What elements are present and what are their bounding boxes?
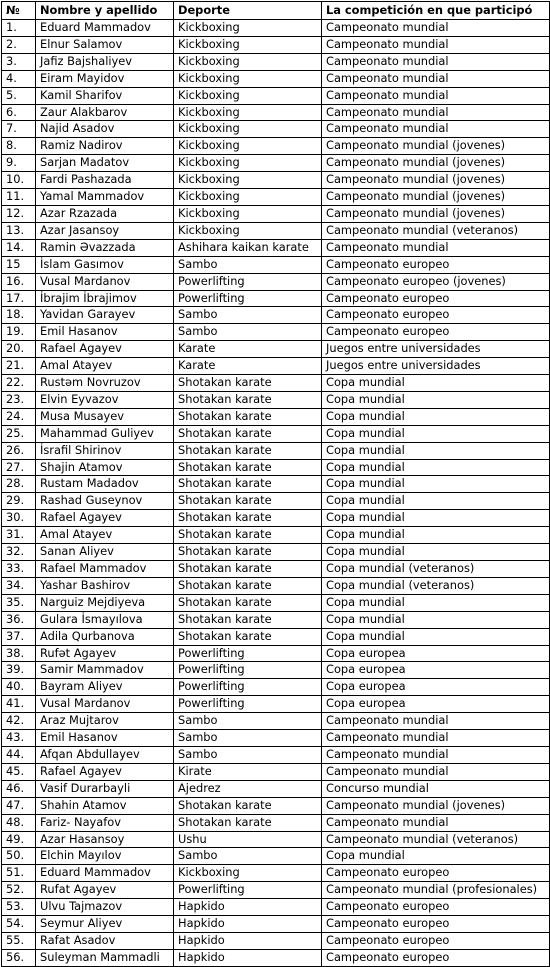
cell-competition: Campeonato mundial (322, 713, 550, 730)
cell-competition: Campeonato mundial (322, 730, 550, 747)
table-row (2, 814, 550, 831)
cell-competition: Copa mundial (322, 544, 550, 561)
cell-number: 13. (2, 222, 36, 239)
cell-number: 48. (2, 814, 36, 831)
cell-name: Yashar Bashirov (36, 577, 174, 594)
cell-number: 6. (2, 104, 36, 121)
table-row (2, 611, 550, 628)
table-row (2, 459, 550, 476)
cell-competition: Campeonato mundial (322, 20, 550, 37)
cell-sport: Shotakan karate (174, 611, 322, 628)
cell-number: 22. (2, 375, 36, 392)
cell-sport: Shotakan karate (174, 375, 322, 392)
table-row (2, 290, 550, 307)
cell-sport: Kickboxing (174, 104, 322, 121)
cell-competition: Campeonato europeo (322, 256, 550, 273)
cell-sport: Kickboxing (174, 865, 322, 882)
cell-number: 31. (2, 527, 36, 544)
cell-name: Yavidan Garayev (36, 307, 174, 324)
cell-sport: Shotakan karate (174, 391, 322, 408)
cell-name: İsrafil Shirinov (36, 442, 174, 459)
table-row (2, 375, 550, 392)
cell-sport: Kickboxing (174, 20, 322, 37)
table-row (2, 408, 550, 425)
cell-sport: Powerlifting (174, 645, 322, 662)
cell-competition: Copa mundial (322, 527, 550, 544)
cell-name: Azar Jasansoy (36, 222, 174, 239)
cell-competition: Campeonato mundial (jovenes) (322, 205, 550, 222)
cell-competition: Campeonato mundial (322, 763, 550, 780)
cell-sport: Karate (174, 341, 322, 358)
cell-name: Vasif Durarbayli (36, 780, 174, 797)
cell-name: Shahin Atamov (36, 797, 174, 814)
cell-name: Eduard Mammadov (36, 865, 174, 882)
cell-number: 20. (2, 341, 36, 358)
cell-competition: Campeonato mundial (322, 87, 550, 104)
cell-sport: Kickboxing (174, 53, 322, 70)
cell-competition: Copa europea (322, 696, 550, 713)
cell-number: 53. (2, 899, 36, 916)
table-row (2, 848, 550, 865)
cell-competition: Copa mundial (322, 493, 550, 510)
header-number: № (2, 2, 36, 20)
cell-sport: Kickboxing (174, 222, 322, 239)
cell-competition: Campeonato mundial (veteranos) (322, 222, 550, 239)
cell-competition: Copa europea (322, 679, 550, 696)
cell-name: Eduard Mammadov (36, 20, 174, 37)
cell-sport: Kickboxing (174, 87, 322, 104)
cell-name: Adila Qurbanova (36, 628, 174, 645)
cell-competition: Concurso mundial (322, 780, 550, 797)
cell-name: Vusal Mardanov (36, 273, 174, 290)
table-row (2, 645, 550, 662)
cell-number: 16. (2, 273, 36, 290)
cell-number: 21. (2, 358, 36, 375)
cell-sport: Kickboxing (174, 36, 322, 53)
cell-competition: Copa mundial (322, 476, 550, 493)
header-sport: Deporte (174, 2, 322, 20)
cell-name: Fariz- Nayafov (36, 814, 174, 831)
cell-number: 15 (2, 256, 36, 273)
cell-sport: Shotakan karate (174, 797, 322, 814)
table-row (2, 307, 550, 324)
cell-name: Rafat Asadov (36, 932, 174, 949)
cell-number: 38. (2, 645, 36, 662)
table-row (2, 53, 550, 70)
table-row (2, 341, 550, 358)
cell-sport: Kickboxing (174, 121, 322, 138)
table-row (2, 391, 550, 408)
cell-name: Musa Musayev (36, 408, 174, 425)
cell-sport: Shotakan karate (174, 425, 322, 442)
cell-name: Rafael Agayev (36, 510, 174, 527)
cell-competition: Campeonato mundial (322, 36, 550, 53)
cell-competition: Campeonato europeo (322, 932, 550, 949)
cell-sport: Kickboxing (174, 205, 322, 222)
cell-number: 34. (2, 577, 36, 594)
cell-sport: Sambo (174, 324, 322, 341)
cell-number: 36. (2, 611, 36, 628)
table-row (2, 189, 550, 206)
cell-number: 11. (2, 189, 36, 206)
table-row (2, 831, 550, 848)
cell-competition: Copa mundial (322, 391, 550, 408)
table-row (2, 256, 550, 273)
cell-number: 37. (2, 628, 36, 645)
athletes-table (1, 1, 550, 967)
table-row (2, 763, 550, 780)
cell-competition: Campeonato mundial (322, 121, 550, 138)
cell-competition: Copa mundial (veteranos) (322, 577, 550, 594)
table-row (2, 425, 550, 442)
cell-sport: Shotakan karate (174, 493, 322, 510)
table-row (2, 628, 550, 645)
table-row (2, 20, 550, 37)
cell-sport: Shotakan karate (174, 442, 322, 459)
cell-sport: Shotakan karate (174, 594, 322, 611)
cell-sport: Kickboxing (174, 189, 322, 206)
cell-sport: Shotakan karate (174, 459, 322, 476)
cell-sport: Shotakan karate (174, 408, 322, 425)
table-row (2, 916, 550, 933)
cell-number: 19. (2, 324, 36, 341)
table-row (2, 442, 550, 459)
cell-number: 47. (2, 797, 36, 814)
cell-number: 41. (2, 696, 36, 713)
cell-sport: Kirate (174, 763, 322, 780)
cell-name: Jafiz Bajshaliyev (36, 53, 174, 70)
table-row (2, 510, 550, 527)
cell-sport: Sambo (174, 307, 322, 324)
cell-name: Seymur Aliyev (36, 916, 174, 933)
cell-number: 17. (2, 290, 36, 307)
cell-number: 39. (2, 662, 36, 679)
cell-number: 14. (2, 239, 36, 256)
cell-competition: Copa mundial (322, 628, 550, 645)
cell-name: Fardi Pashazada (36, 172, 174, 189)
table-row (2, 865, 550, 882)
cell-sport: Powerlifting (174, 696, 322, 713)
cell-sport: Kickboxing (174, 138, 322, 155)
cell-sport: Ushu (174, 831, 322, 848)
cell-number: 9. (2, 155, 36, 172)
cell-number: 40. (2, 679, 36, 696)
table-row (2, 324, 550, 341)
table-row (2, 561, 550, 578)
table-row (2, 476, 550, 493)
cell-name: Ramin Əvazzada (36, 239, 174, 256)
table-row (2, 155, 550, 172)
cell-sport: Sambo (174, 256, 322, 273)
table-row (2, 679, 550, 696)
table-row (2, 358, 550, 375)
cell-sport: Powerlifting (174, 290, 322, 307)
table-row (2, 527, 550, 544)
cell-competition: Juegos entre universidades (322, 341, 550, 358)
cell-name: Amal Atayev (36, 527, 174, 544)
cell-name: Elvin Eyvazov (36, 391, 174, 408)
cell-name: Rafael Agayev (36, 341, 174, 358)
cell-sport: Sambo (174, 848, 322, 865)
cell-sport: Ashihara kaikan karate (174, 239, 322, 256)
cell-name: Shajin Atamov (36, 459, 174, 476)
cell-number: 4. (2, 70, 36, 87)
table-row (2, 544, 550, 561)
cell-sport: Powerlifting (174, 882, 322, 899)
cell-sport: Hapkido (174, 932, 322, 949)
cell-competition: Copa mundial (322, 594, 550, 611)
cell-sport: Shotakan karate (174, 814, 322, 831)
cell-name: Ramiz Nadirov (36, 138, 174, 155)
table-header (2, 2, 550, 20)
cell-number: 3. (2, 53, 36, 70)
cell-sport: Powerlifting (174, 679, 322, 696)
table-row (2, 713, 550, 730)
cell-number: 30. (2, 510, 36, 527)
table-row (2, 222, 550, 239)
cell-name: Rufət Agayev (36, 645, 174, 662)
cell-name: Rustam Madadov (36, 476, 174, 493)
cell-sport: Hapkido (174, 916, 322, 933)
cell-competition: Copa mundial (322, 442, 550, 459)
cell-competition: Campeonato mundial (jovenes) (322, 138, 550, 155)
cell-number: 12. (2, 205, 36, 222)
cell-sport: Kickboxing (174, 172, 322, 189)
table-row (2, 239, 550, 256)
table-row (2, 899, 550, 916)
table-row (2, 104, 550, 121)
cell-name: Najid Asadov (36, 121, 174, 138)
table-row (2, 577, 550, 594)
cell-name: Araz Mujtarov (36, 713, 174, 730)
cell-competition: Campeonato mundial (jovenes) (322, 189, 550, 206)
cell-sport: Powerlifting (174, 273, 322, 290)
cell-sport: Hapkido (174, 949, 322, 966)
cell-sport: Hapkido (174, 899, 322, 916)
cell-name: Narguiz Mejdiyeva (36, 594, 174, 611)
cell-number: 24. (2, 408, 36, 425)
cell-number: 50. (2, 848, 36, 865)
table-row (2, 87, 550, 104)
cell-name: Zaur Alakbarov (36, 104, 174, 121)
cell-competition: Copa europea (322, 662, 550, 679)
cell-number: 42. (2, 713, 36, 730)
cell-name: Eiram Mayidov (36, 70, 174, 87)
cell-competition: Campeonato europeo (322, 324, 550, 341)
table-row (2, 205, 550, 222)
cell-number: 29. (2, 493, 36, 510)
cell-number: 7. (2, 121, 36, 138)
cell-sport: Shotakan karate (174, 561, 322, 578)
cell-competition: Campeonato europeo (322, 290, 550, 307)
cell-name: Bayram Aliyev (36, 679, 174, 696)
cell-number: 56. (2, 949, 36, 966)
table-row (2, 662, 550, 679)
cell-sport: Shotakan karate (174, 527, 322, 544)
cell-competition: Campeonato europeo (322, 899, 550, 916)
header-competition: La competición en que participó (322, 2, 550, 20)
table-row (2, 797, 550, 814)
cell-number: 5. (2, 87, 36, 104)
cell-competition: Copa europea (322, 645, 550, 662)
header-name: Nombre y apellido (36, 2, 174, 20)
cell-number: 8. (2, 138, 36, 155)
cell-competition: Copa mundial (322, 848, 550, 865)
cell-sport: Shotakan karate (174, 544, 322, 561)
cell-number: 26. (2, 442, 36, 459)
cell-name: Rufat Agayev (36, 882, 174, 899)
cell-competition: Campeonato mundial (jovenes) (322, 172, 550, 189)
cell-competition: Campeonato mundial (322, 746, 550, 763)
cell-competition: Campeonato mundial (322, 239, 550, 256)
cell-competition: Campeonato europeo (322, 865, 550, 882)
table-row (2, 696, 550, 713)
cell-name: Sarjan Madatov (36, 155, 174, 172)
cell-name: Yamal Mammadov (36, 189, 174, 206)
cell-number: 45. (2, 763, 36, 780)
cell-competition: Copa mundial (322, 408, 550, 425)
table-row (2, 730, 550, 747)
cell-name: Afqan Abdullayev (36, 746, 174, 763)
cell-competition: Campeonato mundial (veteranos) (322, 831, 550, 848)
cell-sport: Sambo (174, 730, 322, 747)
cell-number: 49. (2, 831, 36, 848)
cell-number: 10. (2, 172, 36, 189)
cell-competition: Copa mundial (322, 425, 550, 442)
cell-competition: Campeonato europeo (322, 307, 550, 324)
table-row (2, 36, 550, 53)
cell-competition: Copa mundial (322, 611, 550, 628)
cell-name: Mahammad Guliyev (36, 425, 174, 442)
table-row (2, 932, 550, 949)
table-row (2, 493, 550, 510)
cell-competition: Campeonato europeo (322, 916, 550, 933)
cell-sport: Powerlifting (174, 662, 322, 679)
cell-number: 43. (2, 730, 36, 747)
table-row (2, 70, 550, 87)
cell-number: 27. (2, 459, 36, 476)
cell-competition: Campeonato mundial (322, 53, 550, 70)
cell-name: Amal Atayev (36, 358, 174, 375)
cell-name: Ulvu Tajmazov (36, 899, 174, 916)
table-row (2, 138, 550, 155)
cell-number: 25. (2, 425, 36, 442)
cell-number: 52. (2, 882, 36, 899)
cell-sport: Shotakan karate (174, 628, 322, 645)
table-row (2, 172, 550, 189)
cell-competition: Copa mundial (veteranos) (322, 561, 550, 578)
cell-name: Azar Rzazada (36, 205, 174, 222)
cell-number: 46. (2, 780, 36, 797)
table-row (2, 746, 550, 763)
table-body (2, 20, 550, 967)
cell-sport: Sambo (174, 746, 322, 763)
cell-sport: Kickboxing (174, 155, 322, 172)
cell-sport: Sambo (174, 713, 322, 730)
cell-name: İbrajim İbrajimov (36, 290, 174, 307)
cell-sport: Shotakan karate (174, 476, 322, 493)
cell-competition: Copa mundial (322, 459, 550, 476)
cell-number: 23. (2, 391, 36, 408)
cell-name: Elchin Mayılov (36, 848, 174, 865)
cell-name: Rafael Agayev (36, 763, 174, 780)
cell-name: Sanan Aliyev (36, 544, 174, 561)
cell-name: Samir Mammadov (36, 662, 174, 679)
cell-competition: Campeonato mundial (jovenes) (322, 155, 550, 172)
cell-name: Rashad Guseynov (36, 493, 174, 510)
cell-number: 2. (2, 36, 36, 53)
cell-number: 55. (2, 932, 36, 949)
cell-name: Rustəm Novruzov (36, 375, 174, 392)
cell-number: 51. (2, 865, 36, 882)
cell-competition: Campeonato europeo (jovenes) (322, 273, 550, 290)
cell-competition: Campeonato mundial (jovenes) (322, 797, 550, 814)
cell-number: 28. (2, 476, 36, 493)
table-row (2, 594, 550, 611)
cell-name: İslam Gasımov (36, 256, 174, 273)
cell-number: 44. (2, 746, 36, 763)
cell-competition: Copa mundial (322, 375, 550, 392)
cell-number: 54. (2, 916, 36, 933)
cell-number: 32. (2, 544, 36, 561)
cell-number: 1. (2, 20, 36, 37)
cell-sport: Shotakan karate (174, 577, 322, 594)
table-row (2, 121, 550, 138)
cell-name: Kamil Sharifov (36, 87, 174, 104)
cell-name: Emil Hasanov (36, 324, 174, 341)
table-row (2, 780, 550, 797)
cell-name: Emil Hasanov (36, 730, 174, 747)
cell-number: 33. (2, 561, 36, 578)
cell-name: Azar Hasansoy (36, 831, 174, 848)
cell-competition: Campeonato mundial (322, 104, 550, 121)
cell-competition: Campeonato mundial (322, 814, 550, 831)
cell-name: Elnur Salamov (36, 36, 174, 53)
cell-name: Rafael Mammadov (36, 561, 174, 578)
cell-sport: Shotakan karate (174, 510, 322, 527)
table-row (2, 273, 550, 290)
cell-name: Gulara İsmayılova (36, 611, 174, 628)
cell-sport: Karate (174, 358, 322, 375)
cell-number: 18. (2, 307, 36, 324)
cell-competition: Juegos entre universidades (322, 358, 550, 375)
table-row (2, 882, 550, 899)
cell-number: 35. (2, 594, 36, 611)
cell-competition: Copa mundial (322, 510, 550, 527)
cell-sport: Ajedrez (174, 780, 322, 797)
cell-sport: Kickboxing (174, 70, 322, 87)
cell-competition: Campeonato mundial (profesionales) (322, 882, 550, 899)
header-row (2, 2, 550, 20)
cell-competition: Campeonato europeo (322, 949, 550, 966)
cell-competition: Campeonato mundial (322, 70, 550, 87)
cell-name: Suleyman Mammadli (36, 949, 174, 966)
cell-name: Vusal Mardanov (36, 696, 174, 713)
